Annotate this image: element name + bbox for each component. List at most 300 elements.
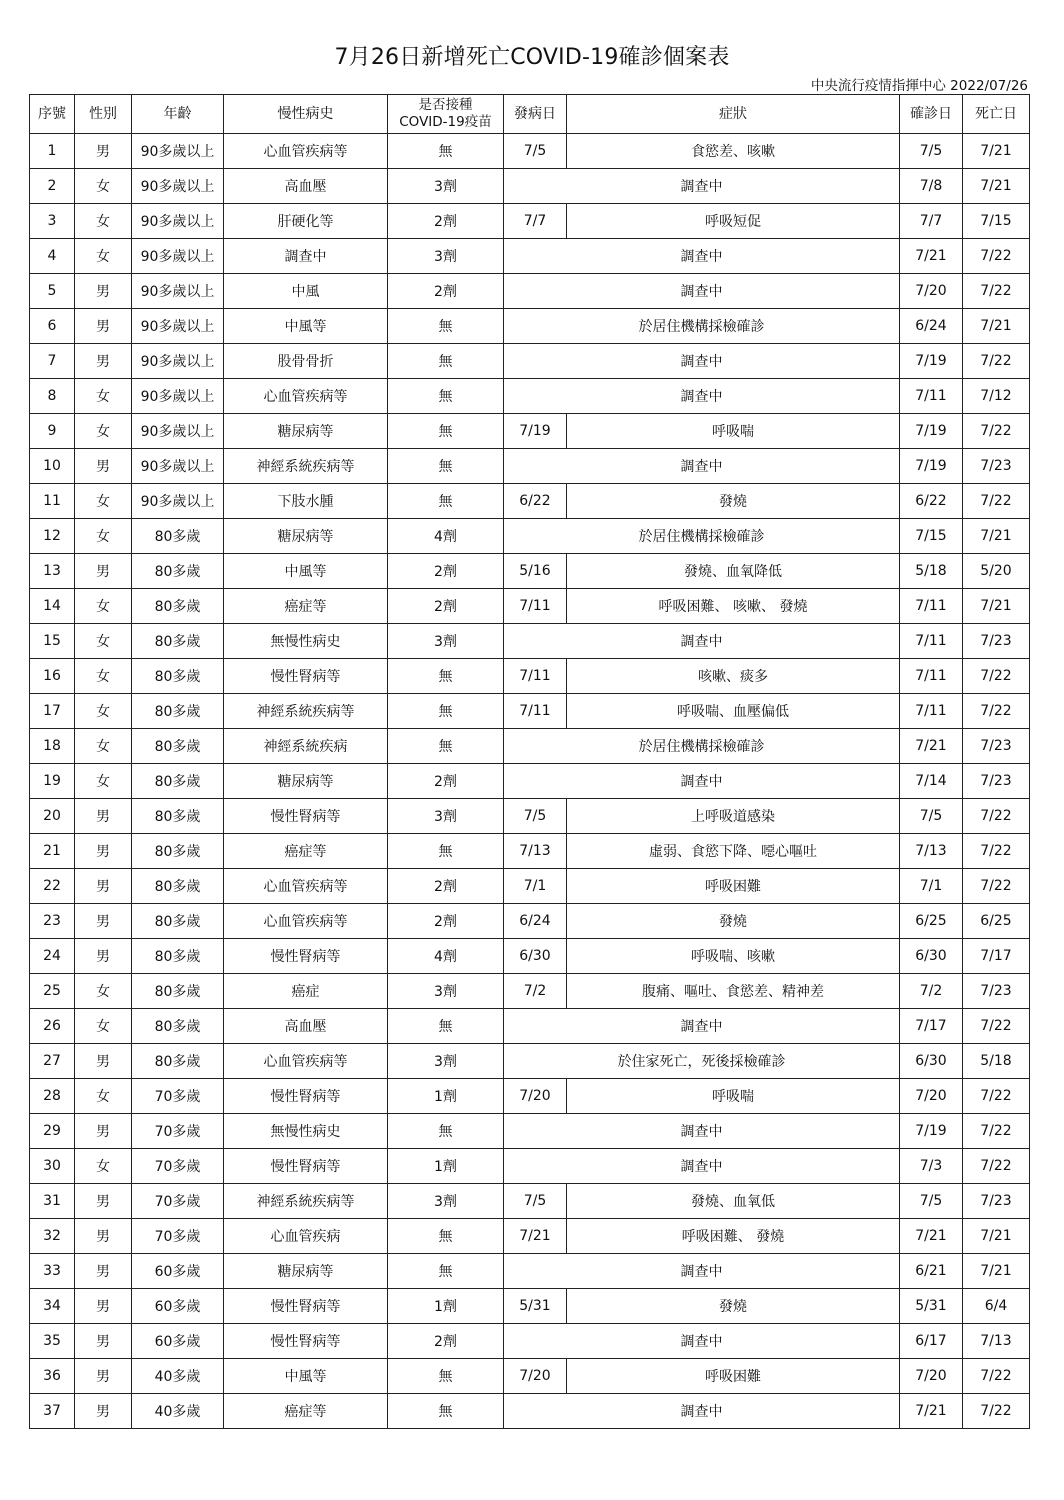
cell-age: 70多歲 <box>132 1114 224 1149</box>
cell-vaccine: 無 <box>388 379 504 414</box>
table-row <box>30 554 1030 589</box>
cell-death: 7/23 <box>963 1184 1030 1219</box>
cell-seq: 32 <box>30 1219 75 1254</box>
cell-age: 80多歲 <box>132 589 224 624</box>
cell-confirmed: 5/18 <box>900 554 963 589</box>
table-row <box>30 1114 1030 1149</box>
cell-onset: 7/1 <box>504 869 567 904</box>
cell-sex: 女 <box>75 379 132 414</box>
cell-vaccine: 無 <box>388 449 504 484</box>
cell-age: 80多歲 <box>132 904 224 939</box>
cell-death: 7/21 <box>963 134 1030 169</box>
cell-age: 90多歲以上 <box>132 449 224 484</box>
cell-symptoms-merged: 調查中 <box>504 344 900 379</box>
cell-sex: 男 <box>75 1114 132 1149</box>
table-row <box>30 344 1030 379</box>
cell-age: 80多歲 <box>132 554 224 589</box>
cell-symptoms: 呼吸困難 <box>567 1359 900 1394</box>
cell-chronic: 癌症等 <box>224 1394 388 1429</box>
cell-sex: 女 <box>75 519 132 554</box>
cell-sex: 女 <box>75 1149 132 1184</box>
cell-seq: 37 <box>30 1394 75 1429</box>
cell-confirmed: 7/21 <box>900 239 963 274</box>
cell-death: 7/22 <box>963 484 1030 519</box>
header-sex: 性別 <box>75 95 132 134</box>
cell-confirmed: 7/19 <box>900 414 963 449</box>
cell-vaccine: 2劑 <box>388 1324 504 1359</box>
cell-chronic: 糖尿病等 <box>224 414 388 449</box>
cell-death: 7/23 <box>963 449 1030 484</box>
cell-chronic: 下肢水腫 <box>224 484 388 519</box>
cell-chronic: 高血壓 <box>224 1009 388 1044</box>
cell-sex: 女 <box>75 974 132 1009</box>
cell-confirmed: 7/21 <box>900 1219 963 1254</box>
cell-chronic: 心血管疾病等 <box>224 1044 388 1079</box>
header-age: 年齡 <box>132 95 224 134</box>
cell-age: 70多歲 <box>132 1079 224 1114</box>
cell-chronic: 高血壓 <box>224 169 388 204</box>
table-row <box>30 1359 1030 1394</box>
cell-age: 80多歲 <box>132 939 224 974</box>
cell-death: 7/21 <box>963 1219 1030 1254</box>
cell-death: 7/22 <box>963 274 1030 309</box>
cell-confirmed: 6/22 <box>900 484 963 519</box>
cell-seq: 3 <box>30 204 75 239</box>
cell-sex: 男 <box>75 904 132 939</box>
cell-age: 90多歲以上 <box>132 134 224 169</box>
cell-chronic: 中風等 <box>224 1359 388 1394</box>
table-row <box>30 414 1030 449</box>
cell-onset: 7/7 <box>504 204 567 239</box>
cell-seq: 27 <box>30 1044 75 1079</box>
cell-confirmed: 7/19 <box>900 449 963 484</box>
cell-seq: 36 <box>30 1359 75 1394</box>
cell-sex: 女 <box>75 1009 132 1044</box>
cell-confirmed: 7/7 <box>900 204 963 239</box>
cell-death: 7/22 <box>963 869 1030 904</box>
cell-seq: 33 <box>30 1254 75 1289</box>
cell-age: 80多歲 <box>132 1044 224 1079</box>
cell-age: 80多歲 <box>132 694 224 729</box>
cell-seq: 23 <box>30 904 75 939</box>
header-confirmed: 確診日 <box>900 95 963 134</box>
table-row <box>30 1009 1030 1044</box>
cell-seq: 2 <box>30 169 75 204</box>
table-row <box>30 659 1030 694</box>
cell-seq: 19 <box>30 764 75 799</box>
cell-chronic: 癌症等 <box>224 589 388 624</box>
cell-onset: 7/13 <box>504 834 567 869</box>
table-row <box>30 484 1030 519</box>
cell-vaccine: 2劑 <box>388 869 504 904</box>
cell-symptoms-merged: 調查中 <box>504 239 900 274</box>
cell-death: 7/21 <box>963 309 1030 344</box>
table-body <box>30 134 1030 1429</box>
cell-sex: 女 <box>75 1079 132 1114</box>
cell-symptoms-merged: 調查中 <box>504 624 900 659</box>
cell-confirmed: 7/5 <box>900 799 963 834</box>
header-seq: 序號 <box>30 95 75 134</box>
cell-vaccine: 3劑 <box>388 1184 504 1219</box>
source-and-date: 中央流行疫情指揮中心 2022/07/26 <box>810 78 1028 94</box>
cell-chronic: 慢性腎病等 <box>224 659 388 694</box>
cell-chronic: 慢性腎病等 <box>224 1324 388 1359</box>
cell-confirmed: 7/19 <box>900 1114 963 1149</box>
cell-symptoms-merged: 調查中 <box>504 1324 900 1359</box>
cell-death: 7/22 <box>963 1394 1030 1429</box>
cell-seq: 8 <box>30 379 75 414</box>
table-header <box>30 95 1030 134</box>
cell-vaccine: 2劑 <box>388 589 504 624</box>
table-row <box>30 974 1030 1009</box>
cell-death: 7/22 <box>963 799 1030 834</box>
cell-chronic: 神經系統疾病等 <box>224 1184 388 1219</box>
table-row <box>30 1289 1030 1324</box>
cell-age: 90多歲以上 <box>132 309 224 344</box>
cell-age: 90多歲以上 <box>132 274 224 309</box>
cell-seq: 11 <box>30 484 75 519</box>
cell-sex: 女 <box>75 484 132 519</box>
cell-seq: 12 <box>30 519 75 554</box>
cell-death: 5/18 <box>963 1044 1030 1079</box>
cell-death: 7/21 <box>963 169 1030 204</box>
cell-vaccine: 2劑 <box>388 274 504 309</box>
cell-death: 7/21 <box>963 1254 1030 1289</box>
cell-age: 80多歲 <box>132 869 224 904</box>
cell-seq: 16 <box>30 659 75 694</box>
cell-seq: 13 <box>30 554 75 589</box>
cell-vaccine: 3劑 <box>388 974 504 1009</box>
cell-confirmed: 7/1 <box>900 869 963 904</box>
table-row <box>30 379 1030 414</box>
cell-vaccine: 無 <box>388 1359 504 1394</box>
cell-vaccine: 無 <box>388 1254 504 1289</box>
table-row <box>30 1184 1030 1219</box>
cell-symptoms: 呼吸喘、咳嗽 <box>567 939 900 974</box>
page-title: 7月26日新增死亡COVID-19確診個案表 <box>334 45 730 70</box>
cell-seq: 18 <box>30 729 75 764</box>
cell-chronic: 癌症 <box>224 974 388 1009</box>
cell-seq: 21 <box>30 834 75 869</box>
table-row <box>30 729 1030 764</box>
cell-confirmed: 7/11 <box>900 659 963 694</box>
cell-symptoms: 呼吸喘、血壓偏低 <box>567 694 900 729</box>
cell-onset: 6/24 <box>504 904 567 939</box>
cell-death: 7/22 <box>963 239 1030 274</box>
cell-seq: 24 <box>30 939 75 974</box>
cell-chronic: 肝硬化等 <box>224 204 388 239</box>
cell-death: 7/22 <box>963 1149 1030 1184</box>
cell-confirmed: 7/20 <box>900 1359 963 1394</box>
cell-age: 80多歲 <box>132 519 224 554</box>
cell-seq: 28 <box>30 1079 75 1114</box>
cell-sex: 男 <box>75 1254 132 1289</box>
cell-seq: 7 <box>30 344 75 379</box>
cell-age: 80多歲 <box>132 1009 224 1044</box>
cell-vaccine: 3劑 <box>388 624 504 659</box>
table-row <box>30 1219 1030 1254</box>
cell-sex: 男 <box>75 309 132 344</box>
cell-sex: 男 <box>75 799 132 834</box>
cell-onset: 7/11 <box>504 659 567 694</box>
cell-vaccine: 4劑 <box>388 519 504 554</box>
cell-symptoms: 呼吸喘 <box>567 1079 900 1114</box>
cell-sex: 男 <box>75 869 132 904</box>
cell-symptoms: 發燒、血氧降低 <box>567 554 900 589</box>
table-row <box>30 274 1030 309</box>
cell-symptoms: 上呼吸道感染 <box>567 799 900 834</box>
cell-symptoms-merged: 調查中 <box>504 1394 900 1429</box>
cell-sex: 女 <box>75 624 132 659</box>
header-chronic: 慢性病史 <box>224 95 388 134</box>
cell-symptoms: 食慾差、咳嗽 <box>567 134 900 169</box>
cell-seq: 30 <box>30 1149 75 1184</box>
cell-vaccine: 無 <box>388 1219 504 1254</box>
cell-confirmed: 7/15 <box>900 519 963 554</box>
cell-vaccine: 無 <box>388 834 504 869</box>
cell-seq: 6 <box>30 309 75 344</box>
cell-sex: 男 <box>75 1394 132 1429</box>
cell-age: 80多歲 <box>132 659 224 694</box>
cell-death: 7/22 <box>963 1009 1030 1044</box>
cell-chronic: 無慢性病史 <box>224 624 388 659</box>
cell-chronic: 心血管疾病 <box>224 1219 388 1254</box>
cell-vaccine: 2劑 <box>388 554 504 589</box>
cell-age: 70多歲 <box>132 1184 224 1219</box>
table-row <box>30 519 1030 554</box>
cell-confirmed: 7/21 <box>900 1394 963 1429</box>
cell-onset: 7/11 <box>504 694 567 729</box>
cell-symptoms: 發燒、血氧低 <box>567 1184 900 1219</box>
cell-chronic: 中風等 <box>224 309 388 344</box>
table-row <box>30 939 1030 974</box>
cell-seq: 35 <box>30 1324 75 1359</box>
cell-symptoms-merged: 調查中 <box>504 449 900 484</box>
cell-sex: 男 <box>75 134 132 169</box>
cell-symptoms-merged: 調查中 <box>504 274 900 309</box>
cell-chronic: 神經系統疾病 <box>224 729 388 764</box>
cell-chronic: 糖尿病等 <box>224 519 388 554</box>
cell-chronic: 心血管疾病等 <box>224 869 388 904</box>
cell-seq: 4 <box>30 239 75 274</box>
cell-confirmed: 7/11 <box>900 379 963 414</box>
cell-age: 80多歲 <box>132 974 224 1009</box>
cell-chronic: 慢性腎病等 <box>224 939 388 974</box>
cell-age: 40多歲 <box>132 1394 224 1429</box>
table-row <box>30 694 1030 729</box>
cell-sex: 男 <box>75 1044 132 1079</box>
cell-symptoms-merged: 調查中 <box>504 1114 900 1149</box>
cell-age: 90多歲以上 <box>132 484 224 519</box>
header-vaccine-line1: 是否接種 <box>418 97 473 113</box>
cell-death: 7/22 <box>963 834 1030 869</box>
cell-vaccine: 2劑 <box>388 204 504 239</box>
cell-confirmed: 7/11 <box>900 624 963 659</box>
cell-onset: 6/22 <box>504 484 567 519</box>
cell-seq: 34 <box>30 1289 75 1324</box>
cell-confirmed: 7/2 <box>900 974 963 1009</box>
table-row <box>30 1394 1030 1429</box>
cell-sex: 女 <box>75 589 132 624</box>
cell-symptoms: 咳嗽、痰多 <box>567 659 900 694</box>
cell-confirmed: 6/30 <box>900 939 963 974</box>
table-row <box>30 1254 1030 1289</box>
table-row <box>30 1324 1030 1359</box>
cell-symptoms-merged: 調查中 <box>504 764 900 799</box>
cell-death: 7/13 <box>963 1324 1030 1359</box>
cell-death: 6/4 <box>963 1289 1030 1324</box>
cell-vaccine: 1劑 <box>388 1079 504 1114</box>
cell-onset: 5/31 <box>504 1289 567 1324</box>
cell-confirmed: 7/14 <box>900 764 963 799</box>
cell-confirmed: 7/5 <box>900 1184 963 1219</box>
cell-seq: 1 <box>30 134 75 169</box>
cases-table <box>29 94 1030 1429</box>
cell-chronic: 中風 <box>224 274 388 309</box>
cell-age: 70多歲 <box>132 1219 224 1254</box>
cell-chronic: 慢性腎病等 <box>224 1079 388 1114</box>
cell-sex: 男 <box>75 554 132 589</box>
cell-symptoms: 虛弱、食慾下降、噁心嘔吐 <box>567 834 900 869</box>
cell-age: 70多歲 <box>132 1149 224 1184</box>
cell-age: 40多歲 <box>132 1359 224 1394</box>
cell-seq: 26 <box>30 1009 75 1044</box>
table-row <box>30 1079 1030 1114</box>
cell-confirmed: 6/17 <box>900 1324 963 1359</box>
cell-vaccine: 無 <box>388 1394 504 1429</box>
cell-symptoms: 呼吸困難、 咳嗽、 發燒 <box>567 589 900 624</box>
cell-sex: 女 <box>75 414 132 449</box>
cell-chronic: 調查中 <box>224 239 388 274</box>
table-row <box>30 799 1030 834</box>
cell-onset: 7/20 <box>504 1079 567 1114</box>
table-row <box>30 1149 1030 1184</box>
cell-vaccine: 無 <box>388 309 504 344</box>
cell-chronic: 中風等 <box>224 554 388 589</box>
cell-confirmed: 7/20 <box>900 274 963 309</box>
table-row <box>30 869 1030 904</box>
cell-seq: 5 <box>30 274 75 309</box>
table-row <box>30 904 1030 939</box>
cell-confirmed: 6/21 <box>900 1254 963 1289</box>
header-death: 死亡日 <box>963 95 1030 134</box>
cell-confirmed: 7/11 <box>900 694 963 729</box>
cell-symptoms: 呼吸困難、 發燒 <box>567 1219 900 1254</box>
cell-symptoms: 發燒 <box>567 904 900 939</box>
cell-confirmed: 7/17 <box>900 1009 963 1044</box>
cell-symptoms: 腹痛、嘔吐、食慾差、精神差 <box>567 974 900 1009</box>
table-row <box>30 589 1030 624</box>
cell-sex: 女 <box>75 694 132 729</box>
cell-seq: 17 <box>30 694 75 729</box>
cell-vaccine: 1劑 <box>388 1149 504 1184</box>
cell-age: 90多歲以上 <box>132 204 224 239</box>
cell-death: 7/22 <box>963 659 1030 694</box>
cell-death: 7/21 <box>963 519 1030 554</box>
cell-vaccine: 無 <box>388 344 504 379</box>
cell-chronic: 癌症等 <box>224 834 388 869</box>
cell-confirmed: 7/20 <box>900 1079 963 1114</box>
cell-vaccine: 無 <box>388 659 504 694</box>
cell-death: 7/17 <box>963 939 1030 974</box>
cell-death: 7/22 <box>963 694 1030 729</box>
table-row <box>30 204 1030 239</box>
cell-death: 7/23 <box>963 974 1030 1009</box>
cell-age: 90多歲以上 <box>132 344 224 379</box>
cell-symptoms: 發燒 <box>567 484 900 519</box>
cell-symptoms-merged: 於住家死亡，死後採檢確診 <box>504 1044 900 1079</box>
cell-confirmed: 7/8 <box>900 169 963 204</box>
cell-death: 7/12 <box>963 379 1030 414</box>
cell-death: 7/22 <box>963 1114 1030 1149</box>
header-onset: 發病日 <box>504 95 567 134</box>
cell-onset: 7/20 <box>504 1359 567 1394</box>
cell-death: 7/22 <box>963 344 1030 379</box>
cell-confirmed: 7/11 <box>900 589 963 624</box>
table-row <box>30 764 1030 799</box>
cell-sex: 男 <box>75 344 132 379</box>
cell-age: 90多歲以上 <box>132 414 224 449</box>
cell-death: 7/22 <box>963 414 1030 449</box>
cell-vaccine: 無 <box>388 729 504 764</box>
cell-sex: 女 <box>75 659 132 694</box>
cell-vaccine: 無 <box>388 694 504 729</box>
cell-vaccine: 3劑 <box>388 1044 504 1079</box>
cell-sex: 女 <box>75 169 132 204</box>
cell-symptoms-merged: 於居住機構採檢確診 <box>504 519 900 554</box>
cell-age: 80多歲 <box>132 799 224 834</box>
cell-symptoms-merged: 調查中 <box>504 1009 900 1044</box>
cell-symptoms: 呼吸困難 <box>567 869 900 904</box>
cell-symptoms-merged: 調查中 <box>504 169 900 204</box>
cell-vaccine: 3劑 <box>388 239 504 274</box>
cell-seq: 25 <box>30 974 75 1009</box>
cell-age: 90多歲以上 <box>132 239 224 274</box>
cell-death: 7/15 <box>963 204 1030 239</box>
cell-onset: 7/19 <box>504 414 567 449</box>
cell-sex: 男 <box>75 449 132 484</box>
cell-seq: 10 <box>30 449 75 484</box>
cell-age: 60多歲 <box>132 1324 224 1359</box>
cell-symptoms: 呼吸短促 <box>567 204 900 239</box>
cell-chronic: 慢性腎病等 <box>224 1289 388 1324</box>
cell-onset: 7/21 <box>504 1219 567 1254</box>
cell-symptoms-merged: 調查中 <box>504 1149 900 1184</box>
cell-death: 7/23 <box>963 729 1030 764</box>
table-row <box>30 309 1030 344</box>
cell-vaccine: 2劑 <box>388 904 504 939</box>
cell-vaccine: 1劑 <box>388 1289 504 1324</box>
cell-chronic: 糖尿病等 <box>224 764 388 799</box>
cell-sex: 男 <box>75 939 132 974</box>
cell-sex: 女 <box>75 729 132 764</box>
cell-seq: 14 <box>30 589 75 624</box>
cell-symptoms-merged: 於居住機構採檢確診 <box>504 309 900 344</box>
header-row <box>30 95 1030 134</box>
header-vaccine-line2: COVID-19疫苗 <box>399 114 492 130</box>
cell-chronic: 心血管疾病等 <box>224 379 388 414</box>
cell-onset: 7/5 <box>504 799 567 834</box>
cell-seq: 9 <box>30 414 75 449</box>
cell-vaccine: 3劑 <box>388 169 504 204</box>
table-row <box>30 1044 1030 1079</box>
cell-age: 60多歲 <box>132 1289 224 1324</box>
cell-sex: 男 <box>75 834 132 869</box>
cell-sex: 男 <box>75 1324 132 1359</box>
cell-age: 60多歲 <box>132 1254 224 1289</box>
cell-sex: 男 <box>75 1184 132 1219</box>
cell-vaccine: 無 <box>388 134 504 169</box>
